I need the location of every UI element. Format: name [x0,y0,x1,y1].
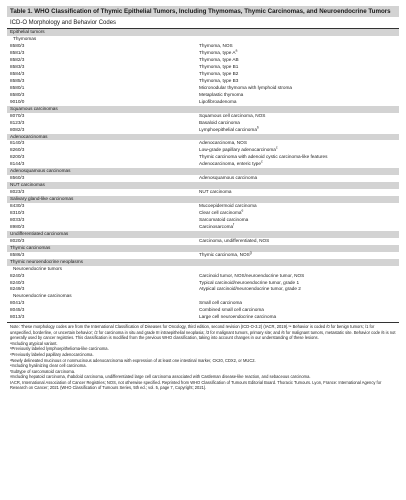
table-row [7,203,399,210]
section-row [7,106,399,113]
icd-code: 8070/3 [10,112,25,118]
tumor-name [196,71,399,78]
tumor-name [196,224,399,231]
icd-code: 8200/3 [10,154,25,160]
icd-code: 8240/3 [10,279,25,285]
footnote-marker: f [233,222,235,227]
table-row [7,64,399,71]
icd-code: 8581/3 [10,50,25,56]
tumor-name-text: Thymoma, type B3 [199,77,239,83]
section-row [7,231,399,238]
table-row [7,161,399,168]
subsection-row [7,293,399,300]
tumor-name [196,314,399,321]
table-row [7,127,399,134]
table-row [7,189,399,196]
tumor-name-text: Micronodular thymoma with lymphoid stroma [199,84,293,90]
section-label: Squamous carcinomas [7,106,399,113]
section-row [7,245,399,252]
tumor-name-text: Combined small cell carcinoma [199,307,264,313]
section-row [7,182,399,189]
footnote: ᵉIncluding hyalinizing clear cell carcinoma. [10,363,87,369]
icd-code: 8980/3 [10,223,25,229]
icd-code: 8041/3 [10,300,25,306]
tumor-name-text: Thymic carcinoma, NOS [199,251,250,257]
tumor-name-text: Carcinoid tumor, NOS/neuroendocrine tumor, NOS [199,272,305,278]
tumor-name [196,113,399,120]
table-row [7,85,399,92]
icd-code: 8260/3 [10,147,25,153]
tumor-name-text: Low-grade papillary adenocarcinoma [199,147,276,153]
tumor-name-text: Thymoma, type B2 [199,70,239,76]
table-row [7,314,399,321]
icd-code: 8045/3 [10,307,25,313]
tumor-name-text: Thymoma, type A [199,50,236,56]
tumor-name-text: Carcinoma, undifferentiated, NOS [199,237,270,243]
tumor-name [196,120,399,127]
section-label: Adenosquamous carcinomas [7,168,399,175]
subsection-label: Thymomas [13,36,37,42]
section-row [7,259,399,266]
tumor-name [196,238,399,245]
tumor-name [196,161,399,168]
table-row [7,71,399,78]
table-row [7,286,399,293]
section-row [7,134,399,141]
tumor-name-text: Adenocarcinoma, NOS [199,140,247,146]
tumor-name [196,124,399,134]
tumor-name-text: Sarcomatoid carcinoma [199,216,249,222]
icd-code: 8580/3 [10,43,25,49]
table-row [7,147,399,154]
icd-code: 8020/3 [10,237,25,243]
tumor-name-text: Clear cell carcinoma [199,209,242,215]
subsection-row [7,36,399,43]
table-row [7,57,399,64]
tumor-name-text: Typical carcinoid/neuroendocrine tumor, grade 1 [199,279,300,285]
table-row [7,78,399,85]
table-row [7,210,399,217]
icd-code: 8240/3 [10,272,25,278]
table-title: Table 1. WHO Classification of Thymic Epithelial Tumors, Including Thymomas, Thymic Carcinomas, and Neuroendocrine Tumors [10,8,391,15]
section-label: Thymic neuroendocrine neoplasms [7,259,399,266]
table-row [7,113,399,120]
table-row [7,238,399,245]
tumor-name [196,189,399,196]
table-row [7,252,399,259]
table-row [7,50,399,57]
who-classification-table [7,6,399,391]
tumor-name-text: Thymoma, type B1 [199,63,239,69]
tumor-name [196,85,399,92]
icd-code: 8580/3 [10,91,25,97]
footnote-marker: e [241,208,244,213]
table-row [7,99,399,106]
footnote: ᵃIncluding atypical variant. [10,340,58,346]
tumor-name [196,252,399,259]
tumor-name [196,300,399,307]
icd-code: 8585/3 [10,77,25,83]
tumor-name [196,175,399,182]
tumor-name [196,57,399,64]
table-row [7,280,399,287]
subsection-label: Neuroendocrine tumors [13,265,62,271]
icd-code: 8023/3 [10,189,25,195]
footnote-marker: c [261,159,263,164]
icd-code: 8583/3 [10,63,25,69]
subsection-row [7,266,399,273]
section-label: Thymic carcinomas [7,245,399,252]
tumor-name [196,307,399,314]
footnote: ᶠSubtype of sarcomatoid carcinoma. [10,368,76,374]
icd-code: 8582/3 [10,57,25,63]
tumor-name-text: Mucoepidermoid carcinoma [199,203,257,209]
tumor-name-text: Thymic carcinoma with adenoid cystic carcinoma-like features [199,154,328,160]
tumor-name [196,280,399,287]
icd-code: 8560/3 [10,175,25,181]
footnote: ᶜPreviously labeled papillary adenocarcinoma. [10,351,94,357]
tumor-name [196,78,399,85]
table-row [7,300,399,307]
footnote-marker: b [256,124,259,129]
tumor-name [196,64,399,71]
icd-code: 8013/3 [10,314,25,320]
tumor-name-text: Basaloid carcinoma [199,119,240,125]
table-row [7,92,399,99]
tumor-name-text: Carcinosarcoma [199,223,234,229]
icd-code: 8123/3 [10,119,25,125]
table-row [7,307,399,314]
tumor-name-text: NUT carcinoma [199,189,232,195]
tumor-name [196,99,399,106]
tumor-name-text: Thymoma, NOS [199,43,233,49]
tumor-name-text: Metaplastic thymoma [199,91,244,97]
tumor-name-text: Small cell carcinoma [199,300,242,306]
icd-code: 8580/1 [10,84,25,90]
icd-code: 8584/3 [10,70,25,76]
footnote: ᵍIncluding hepatoid carcinoma, rhabdoid carcinoma, undifferentiated large cell carcinoma associated with Castleman disease-like reaction, and sebaceous carcinoma. [10,374,311,380]
icd-code: 8082/3 [10,126,25,132]
table-row [7,217,399,224]
section-row [7,196,399,203]
icd-code: 8144/3 [10,161,25,167]
tumor-name-text: Thymoma, type AB [199,57,239,63]
table-row [7,175,399,182]
table-row [7,120,399,127]
icd-code: 8140/3 [10,140,25,146]
tumor-name [196,286,399,293]
tumor-name [196,50,399,57]
table-title-bar [7,6,399,17]
icd-code: 8586/3 [10,251,25,257]
tumor-name-text: Adenocarcinoma, enteric type [199,161,262,167]
section-label: Salivary gland-like carcinomas [7,196,399,203]
classification-rows [7,29,399,321]
table-notes [7,323,399,391]
tumor-name [196,92,399,99]
icd-code: 8033/3 [10,216,25,222]
tumor-name-text: Lymphoepithelial carcinoma [199,126,257,132]
section-row [7,168,399,175]
footnote-marker: g [249,250,252,255]
tumor-name-text: Adenosquamous carcinoma [199,175,258,181]
footnote: IACR, International Association of Cancer Registries; NOS, not otherwise specified. Reprinted from WHO Classification of Tumours Editorial Board. Thoracic Tumours. Lyon, France: International Agency for Research on Cancer; 2021 (WHO Classification of Tumours Series, 5th ed.; vol. 5, page 7, Copyright; 2021). [10,379,382,391]
icd-code: 8249/3 [10,286,25,292]
section-label: Epithelial tumors [7,29,399,36]
tumor-name [196,210,399,217]
section-label: NUT carcinomas [7,182,399,189]
footnote-marker: c [275,145,278,150]
table-row [7,273,399,280]
footnote: ᵈNewly delineated mucinous or nonmucinous adenocarcinoma with expression of at least one intestinal marker, CK20, CDX2, or MUC2. [10,357,256,363]
column-header: ICD-O Morphology and Behavior Codes [7,17,399,29]
icd-code: 8430/3 [10,203,25,209]
table-note: Note: These morphology codes are from the International Classification of Diseases for Oncology, third edition, second revision (ICD-O-3.2) (IACR, 2019).¹⁴ Behavior is coded /0 for benign tumors; /1 for unspecified, borderline, or uncertain behavior; /2 for carcinoma in situ and grade III intraepithelial neoplasia; /3 for malignant tumors, primary site; and /6 for malignant tumors, metastatic site. Behavior code /6 is not generally used by cancer registries. This classification is modified from the previous WHO classification, taking into account changes in our understanding of these lesions. [10,324,396,341]
section-row [7,29,399,36]
tumor-name [196,147,399,154]
tumor-name-text: Atypical carcinoid/neuroendocrine tumor, grade 2 [199,286,301,292]
section-label: Undifferentiated carcinomas [7,231,399,238]
tumor-name-text: Lipofibroadenoma [199,98,237,104]
section-label: Adenocarcinomas [7,134,399,141]
tumor-name [196,273,399,280]
footnote: ᵇPreviously labeled lymphoepithelioma-like carcinoma. [10,346,109,352]
tumor-name-text: Large cell neuroendocrine carcinoma [199,314,277,320]
table-row [7,224,399,231]
icd-code: 9010/0 [10,98,25,104]
footnote-marker: a [235,48,238,53]
classification-rows-body [7,29,399,321]
icd-code: 8310/3 [10,209,25,215]
subsection-label: Neuroendocrine carcinomas [13,293,72,299]
tumor-name-text: Squamous cell carcinoma, NOS [199,112,266,118]
